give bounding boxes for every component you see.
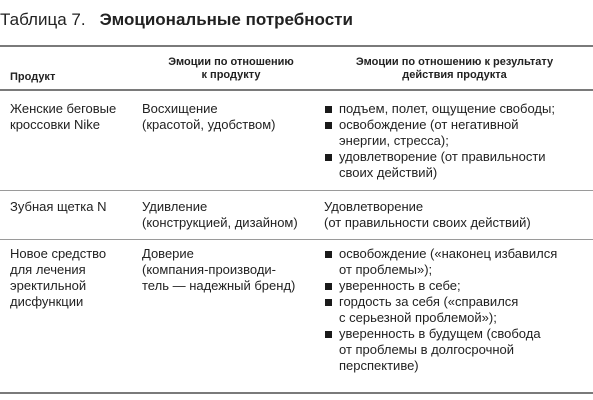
square-bullet-icon	[325, 122, 332, 129]
list-item: удовлетворение (от правильности своих действий)	[324, 149, 589, 181]
row1-emotions-result	[324, 101, 589, 181]
row3-emotions-product: Доверие (компания-производи- тель — надежный бренд)	[142, 246, 296, 293]
row3-product: Новое средство для лечения эректильной дисфункции	[10, 246, 107, 309]
header-emotions-result: Эмоции по отношению к результату действия продукта	[355, 56, 554, 81]
row1-product: Женские беговые кроссовки Nike	[10, 101, 117, 132]
list-item: освобождение (от негативной энергии, стресса);	[324, 117, 589, 149]
table-caption	[0, 8, 353, 32]
header-product: Продукт	[10, 71, 56, 83]
row-divider	[0, 190, 593, 191]
row2-emotions-result: Удовлетворение (от правильности своих действий)	[324, 199, 531, 230]
header-bottom-rule	[0, 89, 593, 91]
row1-emotions-product: Восхищение (красотой, удобством)	[142, 101, 276, 132]
list-item: гордость за себя («справился с серьезной проблемой»);	[324, 294, 589, 326]
row2-product: Зубная щетка N	[10, 199, 107, 214]
table-number: Таблица 7.	[0, 10, 86, 29]
square-bullet-icon	[325, 283, 332, 290]
row1-result-list	[324, 101, 589, 181]
row3-result-list	[324, 246, 589, 374]
row-divider	[0, 239, 593, 240]
header-emotions-product: Эмоции по отношению к продукту	[168, 56, 294, 81]
list-item: освобождение («наконец избавился от проблемы»);	[324, 246, 589, 278]
table-top-rule	[0, 45, 593, 47]
square-bullet-icon	[325, 154, 332, 161]
list-item: уверенность в себе;	[324, 278, 589, 294]
row3-emotions-result	[324, 246, 589, 374]
table-bottom-rule	[0, 392, 593, 394]
row2-emotions-product: Удивление (конструкцией, дизайном)	[142, 199, 298, 230]
table-title: Эмоциональные потребности	[99, 10, 353, 29]
square-bullet-icon	[325, 251, 332, 258]
square-bullet-icon	[325, 331, 332, 338]
square-bullet-icon	[325, 106, 332, 113]
square-bullet-icon	[325, 299, 332, 306]
list-item: подъем, полет, ощущение свободы;	[324, 101, 589, 117]
list-item: уверенность в будущем (свобода от проблемы в долгосрочной перспективе)	[324, 326, 589, 374]
